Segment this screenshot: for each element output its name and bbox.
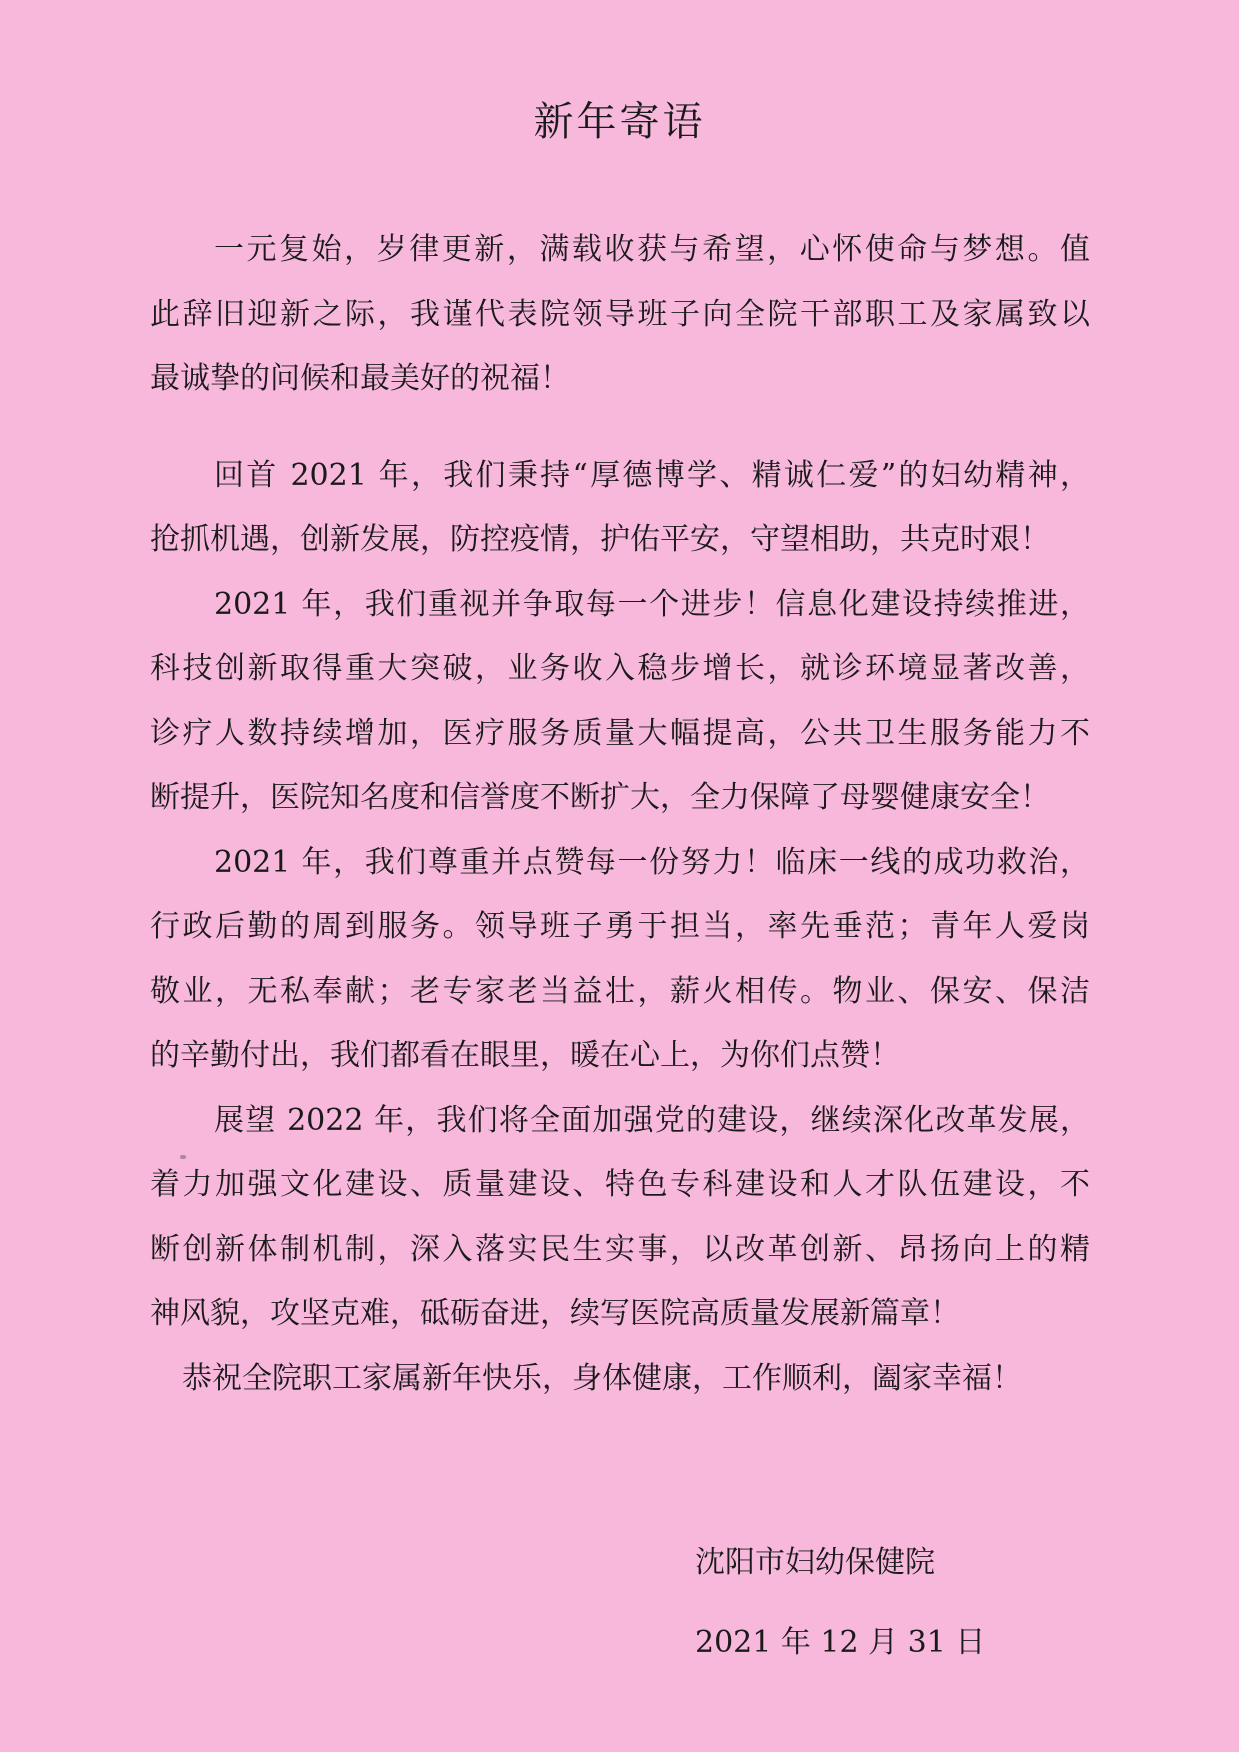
paragraph-5 (150, 1089, 1090, 1347)
page-title: 新年寄语 (533, 99, 706, 145)
signature-date: 2021 年 12 月 31 日 (695, 1625, 986, 1660)
paragraph-line: 一元复始，岁律更新，满载收获与希望，心怀使命与梦想。值 (214, 232, 1090, 267)
scan-artifact (180, 1155, 186, 1159)
signature-block (695, 1523, 985, 1683)
letter-body (150, 218, 1090, 1411)
paragraph-2 (150, 444, 1090, 573)
paragraph-line: 神风貌，攻坚克难，砥砺奋进，续写医院高质量发展新篇章！ (150, 1296, 960, 1331)
paragraph-line: 断创新体制机制，深入落实民生实事，以改革创新、昂扬向上的精 (150, 1231, 1090, 1267)
paragraph-3 (150, 573, 1090, 831)
paragraph-6 (150, 1347, 1090, 1412)
paragraph-line: 断提升，医院知名度和信誉度不断扩大，全力保障了母婴健康安全！ (150, 780, 1050, 815)
paragraph-line: 回首 2021 年，我们秉持“厚德博学、精诚仁爱”的妇幼精神， (214, 457, 1090, 493)
paragraph-line: 此辞旧迎新之际，我谨代表院领导班子向全院干部职工及家属致以 (150, 296, 1090, 332)
paragraph-line: 诊疗人数持续增加，医疗服务质量大幅提高，公共卫生服务能力不 (150, 715, 1090, 751)
paragraph-line: 恭祝全院职工家属新年快乐，身体健康，工作顺利，阖家幸福！ (182, 1360, 1022, 1396)
paragraph-line: 2021 年，我们尊重并点赞每一份努力！临床一线的成功救治， (214, 844, 1090, 880)
paragraph-line: 科技创新取得重大突破，业务收入稳步增长，就诊环境显著改善， (150, 651, 1090, 686)
paragraph-line: 的辛勤付出，我们都看在眼里，暖在心上，为你们点赞！ (150, 1038, 900, 1073)
paragraph-line: 最诚挚的问候和最美好的祝福！ (150, 361, 570, 396)
paragraph-line: 展望 2022 年，我们将全面加强党的建设，继续深化改革发展， (214, 1102, 1090, 1138)
paragraph-1 (150, 218, 1090, 412)
paragraph-gap (150, 412, 1090, 444)
signature-organization: 沈阳市妇幼保健院 (695, 1545, 935, 1580)
paragraph-line: 2021 年，我们重视并争取每一个进步！信息化建设持续推进， (214, 586, 1090, 622)
paragraph-line: 着力加强文化建设、质量建设、特色专科建设和人才队伍建设，不 (150, 1167, 1090, 1202)
paragraph-line: 行政后勤的周到服务。领导班子勇于担当，率先垂范；青年人爱岗 (150, 909, 1090, 944)
paragraph-line: 抢抓机遇，创新发展，防控疫情，护佑平安，守望相助，共克时艰！ (150, 522, 1050, 557)
paragraph-4 (150, 831, 1090, 1089)
paragraph-line: 敬业，无私奉献；老专家老当益壮，薪火相传。物业、保安、保洁 (150, 973, 1090, 1009)
